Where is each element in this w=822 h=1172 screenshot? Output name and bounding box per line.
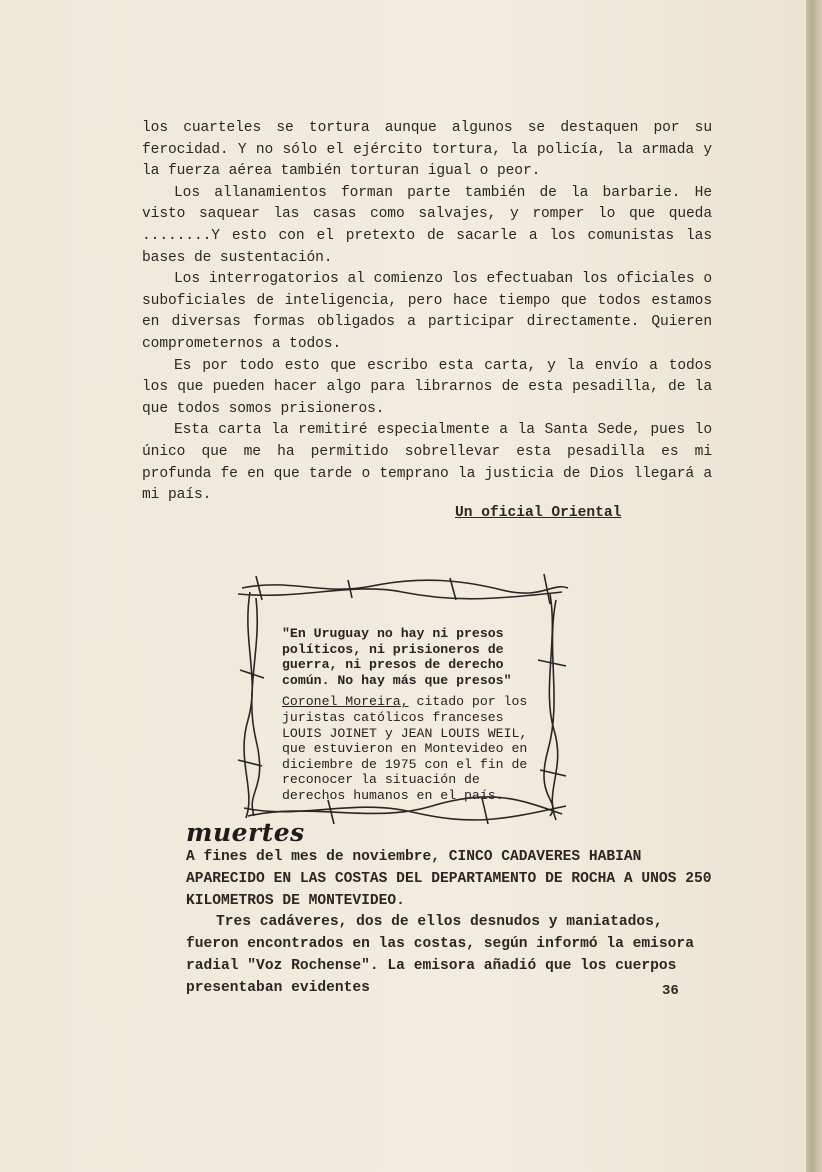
letter-paragraph: Esta carta la remitiré especialmente a la Santa Sede, pues lo único que me ha permitido sobrellevar esta pesadilla es mi profunda fe en que tarde o temprano la justicia de Dios llegará a mi país. <box>142 422 712 504</box>
quote-attribution <box>282 694 544 803</box>
section-paragraph: A fines del mes de noviembre, CINCO CADAVERES HABIAN APARECIDO EN LAS COSTAS DEL DEPARTAMENTO DE ROCHA A UNOS 250 KILOMETROS DE MONTEVIDEO. <box>186 849 712 909</box>
quote-box <box>232 570 572 828</box>
quote-text: "En Uruguay no hay ni presos políticos, ni prisioneros de guerra, ni presos de derecho común. No hay más que presos" <box>282 626 512 688</box>
letter-body <box>142 118 712 507</box>
section-body <box>186 847 712 1000</box>
book-spine-edge <box>806 0 822 1172</box>
letter-paragraph: Los allanamientos forman parte también de la barbarie. He visto saquear las casas como salvajes, y romper lo que queda ........Y esto con el pretexto de sacarle a los comunistas las bases de sustentación. <box>142 184 712 266</box>
quote-attribution-rest: citado por los juristas católicos franceses LOUIS JOINET y JEAN LOUIS WEIL, que estuvieron en Montevideo en diciembre de 1975 con el fin de reconocer la situación de derechos humanos en el país. <box>282 694 528 803</box>
letter-paragraph: Es por todo esto que escribo esta carta, y la envío a todos los que pueden hacer algo para librarnos de esta pesadilla, de la que todos somos prisioneros. <box>142 357 712 417</box>
letter-signature: Un oficial Oriental <box>455 505 622 521</box>
section-title: muertes <box>186 818 305 847</box>
page-number: 36 <box>662 983 679 999</box>
quote-attribution-name: Coronel Moreira, <box>282 694 409 710</box>
letter-paragraph: los cuarteles se tortura aunque algunos se destaquen por su ferocidad. Y no sólo el ejército tortura, la policía, la armada y la fuerza aérea también torturan igual o peor. <box>142 120 712 180</box>
section-paragraph: Tres cadáveres, dos de ellos desnudos y maniatados, fueron encontrados en las costas, según informó la emisora radial "Voz Rochense". La emisora añadió que los cuerpos presentaban evidentes <box>186 914 694 996</box>
quote-text-block <box>282 626 544 804</box>
letter-paragraph: Los interrogatorios al comienzo los efectuaban los oficiales o suboficiales de inteligencia, pero hace tiempo que todos estamos en diversas formas obligados a participar directamente. Quieren comprometernos a todos. <box>142 271 712 352</box>
